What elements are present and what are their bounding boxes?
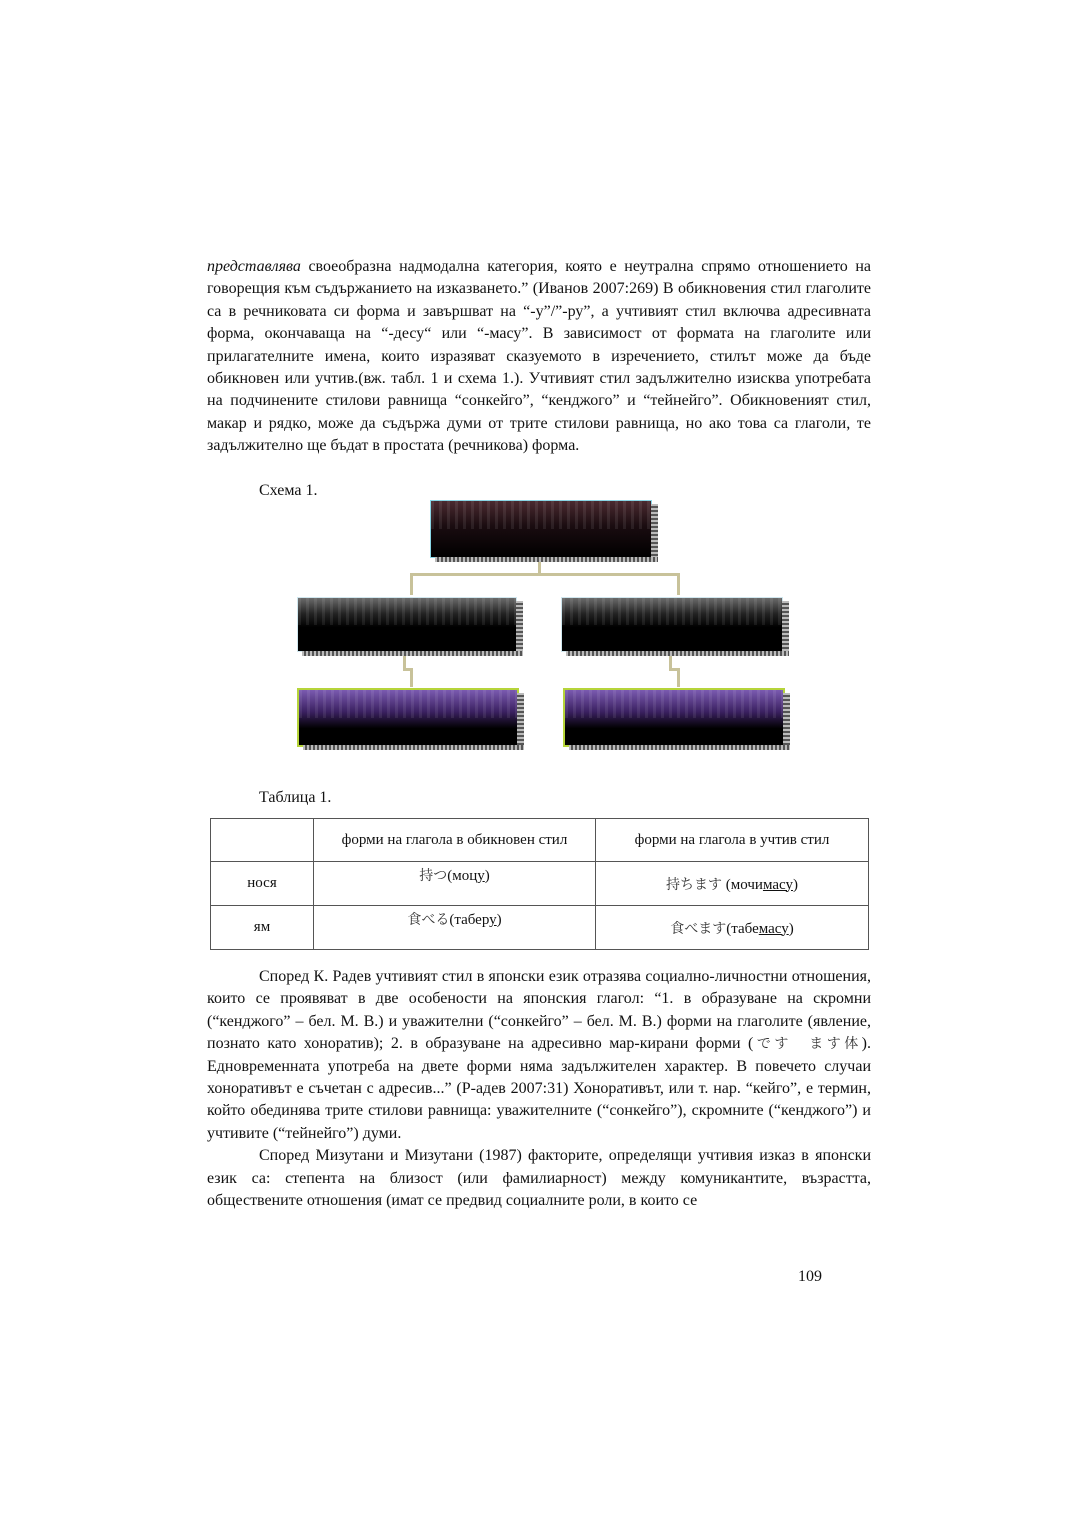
reading-text: (табе <box>726 920 759 937</box>
japanese-text: 持ちます <box>666 876 723 893</box>
scheme-caption: Схема 1. <box>259 482 318 499</box>
verb-forms-table <box>210 818 869 950</box>
plain-form-cell <box>314 906 596 950</box>
table-header-row <box>211 819 869 862</box>
table-row <box>211 862 869 906</box>
scheme-box-middle-right <box>561 597 783 652</box>
reading-close: ) <box>788 920 794 937</box>
paragraph-2-text-b: ). Едновременната употреба на двете форми няма задължителен характер. В повечето случаи хоноративът е съчетан с адресив...” (Р-адев 2007:31) Хоноративът, или т. нар. “кейго”, е термин, който обединява трите стилови равнища: уважителните (“сонкейго”), скромните (“кенджого”) и учтивите (“тейнейго”) думи. <box>207 1035 871 1142</box>
row-label: нося <box>211 862 314 906</box>
paragraph-1-text: своеобразна надмодална категория, която е неутрална спрямо отношението на говорещия към съдържанието на изказването.” (Иванов 2007:269) В обикновения стил глаголите са в речниковата си форма и завършват на “-у”/”-ру”, а учтивият стил включва адресивната форма, окончаваща на “-десу“ или “-масу”. В зависимост от формата на глаголите или прилагателните имена, които изразяват сказуемото в изречението, стилът може да бъде обикновен или учтив.(вж. табл. 1 и схема 1.). Учтивият стил задължително изисква употребата на подчинените стилови равнища “сонкейго”, “кенджого” и “тейнейго”. Обикновеният стил, макар и рядко, може да съдържа думи от трите стилови равнища, но ако това са глаголи, те задължително ще бъдат в простата (речникова) форма. <box>207 258 871 455</box>
table-caption: Таблица 1. <box>259 789 332 806</box>
reading-ending: у <box>477 868 485 884</box>
polite-form-cell <box>596 906 869 950</box>
header-plain-style: форми на глагола в обикновен стил <box>314 819 596 862</box>
connector-right-down <box>677 573 680 595</box>
reading-text: (моц <box>447 868 478 884</box>
scheme-box-top <box>430 500 652 558</box>
paragraph-2 <box>207 966 871 1212</box>
plain-form-cell <box>314 862 596 906</box>
italic-lead-word: представлява <box>207 258 301 275</box>
connector-horizontal <box>410 573 680 576</box>
connector-right-lower-c <box>677 668 680 687</box>
row-label: ям <box>211 906 314 950</box>
japanese-text: 食べる <box>407 912 450 928</box>
table-row <box>211 906 869 950</box>
connector-right-lower-a <box>669 654 672 669</box>
paragraph-3: Според Мизутани и Мизутани (1987) факторите, определящи учтивия изказ в японски език са: степента на близост (или фамилиарност) между комуникантите, възрастта, обществените отношения (имат се предвид социалните роли, в които се <box>207 1147 871 1210</box>
reading-close: ) <box>484 868 490 884</box>
reading-close: ) <box>792 876 798 893</box>
reading-ending: масу <box>762 876 793 893</box>
japanese-text: 持つ <box>419 868 448 884</box>
paragraph-2-text-a: Според К. Радев учтивият стил в японски език отразява социално-личностни отношения, които се проявяват в две особености на японския глагол: “1. в образуване на скромни (“кенджого” – бел. М. В.) и уважителни (“сонкейго” – бел. М. В.) форми на глаголите (явление, познато като хоноратив); 2. в образуване на адресивно мар-кирани форми ( <box>207 968 871 1053</box>
reading-ending: масу <box>758 920 789 937</box>
scheme-box-middle-left <box>297 597 517 652</box>
page-number: 109 <box>798 1268 822 1285</box>
connector-left-down <box>410 573 413 595</box>
header-empty-cell <box>211 819 314 862</box>
connector-left-lower-a <box>403 654 406 669</box>
reading-close: ) <box>496 912 502 928</box>
reading-text: (мочи <box>725 876 763 893</box>
scheme-box-bottom-left <box>297 688 519 747</box>
connector-left-lower-c <box>410 668 413 687</box>
reading-text: (табер <box>449 912 490 928</box>
paragraph-1 <box>207 256 871 458</box>
scheme-box-bottom-right <box>563 688 785 747</box>
header-polite-style: форми на глагола в учтив стил <box>596 819 869 862</box>
reading-ending: у <box>489 912 497 928</box>
japanese-text: 食べます <box>670 920 727 937</box>
polite-form-cell <box>596 862 869 906</box>
japanese-inline-text: です ます体 <box>753 1036 862 1053</box>
